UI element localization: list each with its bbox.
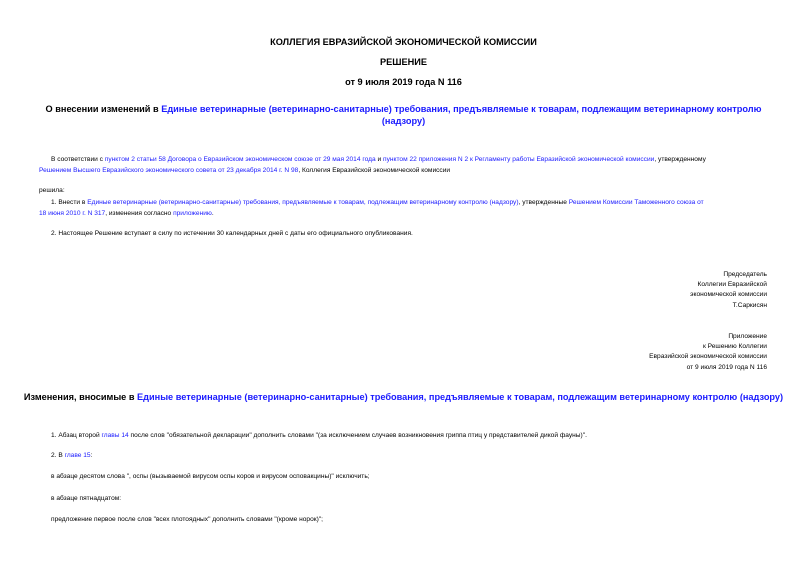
link-treaty-article[interactable]: пунктом 2 статьи 58 Договора о Евразийском экономическом союзе от 29 мая 2014 года <box>104 156 376 163</box>
preamble-text: и <box>375 156 383 163</box>
change-3: в абзаце десятом слова ", оспы (вызываемой вирусом оспы коров и вирусом осповакцины)" исключить; <box>51 473 370 480</box>
org-heading: КОЛЛЕГИЯ ЕВРАЗИЙСКОЙ ЭКОНОМИЧЕСКОЙ КОМИССИИ <box>270 37 537 47</box>
preamble-text: В соответствии с <box>51 156 105 163</box>
change-text: 2. В <box>51 452 65 459</box>
item2: 2. Настоящее Решение вступает в силу по истечении 30 календарных дней с даты его официального опубликования. <box>51 230 413 237</box>
appendix-line: от 9 июля 2019 года N 116 <box>686 363 767 371</box>
document-title <box>0 104 807 115</box>
changes-title <box>0 392 807 403</box>
signature-line: Коллегии Евразийской <box>697 281 767 289</box>
link-customs-union-decision[interactable]: Решением Комиссии Таможенного союза от <box>568 199 704 206</box>
preamble-line1 <box>51 155 706 164</box>
link-supreme-council-decision[interactable]: Решением Высшего Евразийского экономического совета от 23 декабря 2014 г. N 98 <box>39 167 299 174</box>
link-regulation-item[interactable]: пунктом 22 приложения N 2 к Регламенту работы Евразийской экономической комиссии <box>383 156 655 163</box>
title-link-requirements[interactable]: Единые ветеринарные (ветеринарно-санитарные) требования, предъявляемые к товарам, подлежащим ветеринарному контролю <box>161 104 762 114</box>
preamble-text: , утвержденному <box>654 156 706 163</box>
link-requirements[interactable]: Единые ветеринарные (ветеринарно-санитарные) требования, предъявляемые к товарам, подлежащим ветеринарному контролю (надзору) <box>87 199 519 206</box>
item-text: , изменения согласно <box>105 210 174 217</box>
signature-line: экономической комиссии <box>690 291 767 299</box>
link-chapter-15[interactable]: главе 15 <box>64 452 91 459</box>
changes-title-prefix: Изменения, вносимые в <box>23 392 138 402</box>
change-4: в абзаце пятнадцатом: <box>51 495 122 502</box>
doc-type-heading: РЕШЕНИЕ <box>380 57 427 67</box>
link-customs-union-decision-date[interactable]: 18 июня 2010 г. N 317 <box>39 210 106 217</box>
appendix-line: Евразийской экономической комиссии <box>649 353 767 361</box>
preamble-text: , Коллегия Евразийской экономической комиссии <box>298 167 451 174</box>
signature-name: Т.Саркисян <box>732 301 767 309</box>
link-chapter-14[interactable]: главы 14 <box>101 432 129 439</box>
signature-block <box>690 270 767 311</box>
item1-line1 <box>51 198 704 207</box>
change-text: 1. Абзац второй <box>51 432 102 439</box>
title-prefix: О внесении изменений в <box>45 104 162 114</box>
preamble-line2 <box>39 166 450 175</box>
decided-label: решила: <box>39 187 65 194</box>
link-appendix[interactable]: приложению <box>173 210 212 217</box>
signature-line: Председатель <box>723 271 767 278</box>
change-1 <box>51 431 587 440</box>
change-text: : <box>90 452 93 459</box>
appendix-line: к Решению Коллегии <box>702 343 767 351</box>
item-text: , утвержденные <box>518 199 569 206</box>
item-text: . <box>211 210 214 217</box>
document-title-line2 <box>0 116 807 127</box>
change-5: предложение первое после слов "всех плотоядных" дополнить словами "(кроме норок)"; <box>51 516 324 523</box>
item1-line2 <box>39 209 214 218</box>
changes-title-link[interactable]: Единые ветеринарные (ветеринарно-санитарные) требования, предъявляемые к товарам, подлежащим ветеринарному контролю (надзору) <box>137 392 784 402</box>
appendix-reference <box>649 332 767 373</box>
change-text: после слов "обязательной декларации" дополнить словами "(за исключением случаев возникновения гриппа птиц у представителей дикой фауны)". <box>128 432 587 439</box>
date-heading: от 9 июля 2019 года N 116 <box>345 77 462 87</box>
change-2 <box>51 451 92 460</box>
item-text: 1. Внести в <box>51 199 88 206</box>
title-link-requirements-cont[interactable]: (надзору) <box>381 116 426 126</box>
appendix-line: Приложение <box>728 333 767 340</box>
